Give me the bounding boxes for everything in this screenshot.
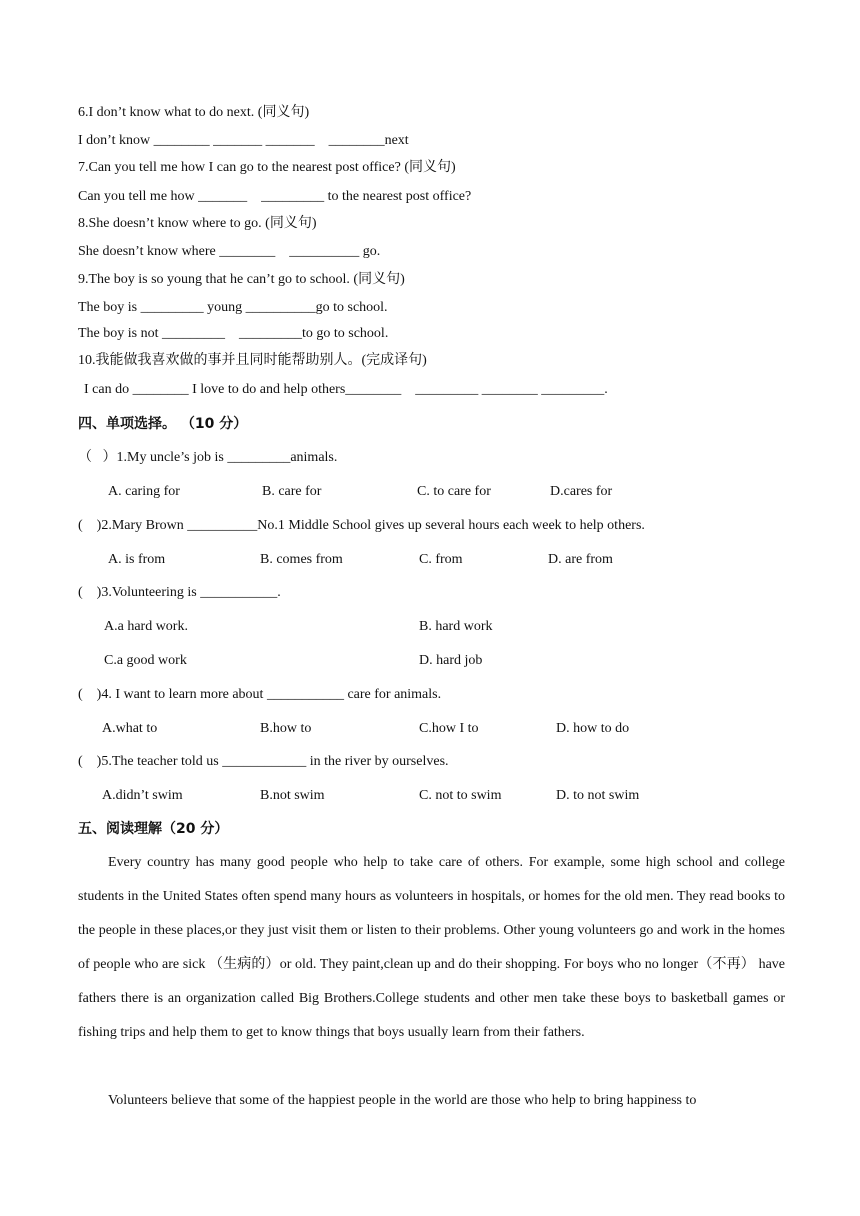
mc-q1-option-a: A. caring for — [108, 484, 180, 499]
q6-prompt: 6.I don’t know what to do next. (同义句) — [78, 105, 310, 120]
mc-q5-stem: ( )5.The teacher told us ____________ in the river by ourselves. — [78, 754, 449, 769]
mc-q2-option-b: B. comes from — [260, 552, 343, 567]
mc-q1-stem: （ ）1.My uncle’s job is _________animals. — [78, 450, 338, 465]
mc-q1-option-d: D.cares for — [550, 484, 613, 499]
mc-q2-option-d: D. are from — [548, 552, 613, 567]
q10-answer-line: I can do ________ I love to do and help others________ _________ ________ _________. — [84, 382, 608, 397]
mc-q4-option-a: A.what to — [102, 721, 158, 736]
mc-q1-option-c: C. to care for — [417, 484, 491, 499]
reading-paragraph-2: Volunteers believe that some of the happiest people in the world are those who help to bring happiness to — [108, 1093, 697, 1108]
mc-q5-option-c: C. not to swim — [419, 788, 502, 803]
mc-q4-stem: ( )4. I want to learn more about ___________ care for animals. — [78, 687, 442, 702]
mc-q3-option-b: B. hard work — [419, 619, 493, 634]
mc-q3-option-a: A.a hard work. — [104, 619, 188, 634]
q6-answer-line: I don’t know ________ _______ _______ ________next — [78, 133, 409, 148]
q9-answer-line-2: The boy is not _________ _________to go to school. — [78, 326, 389, 341]
q9-answer-line-1: The boy is _________ young __________go to school. — [78, 300, 388, 315]
mc-q1-option-b: B. care for — [262, 484, 322, 499]
mc-q5-option-b: B.not swim — [260, 788, 325, 803]
mc-q4-option-c: C.how I to — [419, 721, 479, 736]
q8-prompt: 8.She doesn’t know where to go. (同义句) — [78, 216, 317, 231]
mc-q4-option-b: B.how to — [260, 721, 312, 736]
mc-q2-stem: ( )2.Mary Brown __________No.1 Middle School gives up several hours each week to help others. — [78, 518, 645, 533]
reading-paragraph-1: Every country has many good people who help to take care of others. For example, some high school and college students in the United States often spend many hours as volunteers in hospitals, or homes for the old men. They read books to the people in these places,or they just visit them or listen to their problems. Other young volunteers go and work in the homes of people who are sick （生病的）or old. They paint,clean up and do their shopping. For boys who no longer（不再） have fathers there is an organization called Big Brothers.College students and other men take these boys to basketball games or fishing trips and help them to get to know things that boys usually learn from their fathers. — [78, 855, 785, 1040]
q7-prompt: 7.Can you tell me how I can go to the nearest post office? (同义句) — [78, 160, 456, 175]
mc-q5-option-d: D. to not swim — [556, 788, 640, 803]
q7-answer-line: Can you tell me how _______ _________ to the nearest post office? — [78, 189, 472, 204]
section4-title: 四、单项选择。 （10 分） — [78, 416, 248, 432]
section5-title: 五、阅读理解（20 分） — [78, 821, 229, 837]
mc-q2-option-a: A. is from — [108, 552, 166, 567]
q10-prompt: 10.我能做我喜欢做的事并且同时能帮助别人。(完成译句) — [78, 353, 427, 368]
mc-q2-option-c: C. from — [419, 552, 463, 567]
mc-q5-option-a: A.didn’t swim — [102, 788, 183, 803]
mc-q4-option-d: D. how to do — [556, 721, 630, 736]
mc-q3-option-c: C.a good work — [104, 653, 187, 668]
q9-prompt: 9.The boy is so young that he can’t go to school. (同义句) — [78, 272, 405, 287]
mc-q3-stem: ( )3.Volunteering is ___________. — [78, 585, 281, 600]
mc-q3-option-d: D. hard job — [419, 653, 483, 668]
q8-answer-line: She doesn’t know where ________ __________ go. — [78, 244, 381, 259]
